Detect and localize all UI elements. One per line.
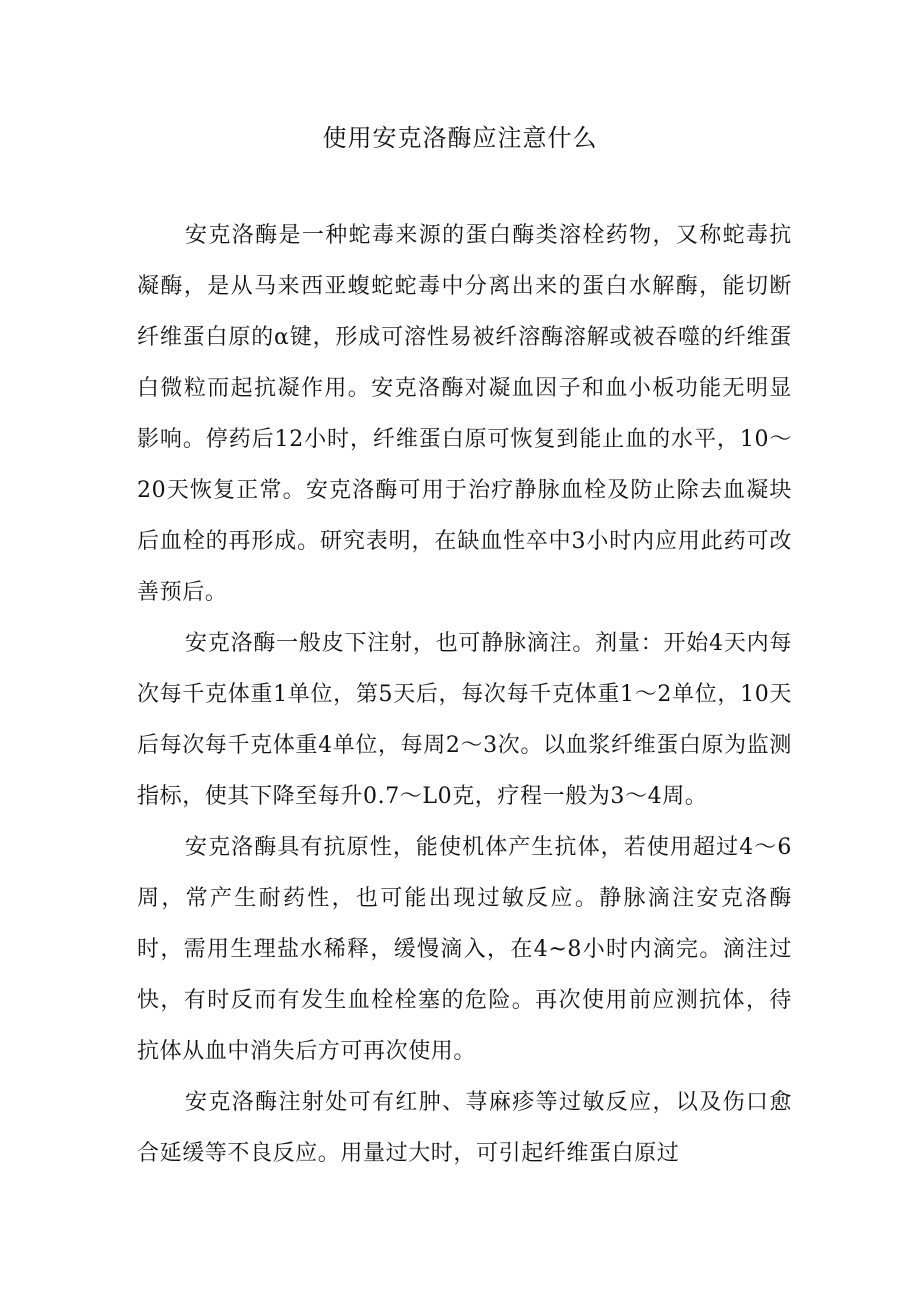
- paragraph-4: 安克洛酶注射处可有红肿、荨麻疹等过敏反应，以及伤口愈合延缓等不良反应。用量过大时，可引起纤维蛋白原过: [137, 1090, 792, 1166]
- paragraph-3: 安克洛酶具有抗原性，能使机体产生抗体，若使用超过4～6周，常产生耐药性，也可能出现过敏反应。静脉滴注安克洛酶时，需用生理盐水稀释，缓慢滴入，在4~8小时内滴完。滴注过快，有时反而有发生血栓栓塞的危险。再次使用前应测抗体，待抗体从血中消失后方可再次使用。: [137, 835, 792, 1064]
- paragraph-1: 安克洛酶是一种蛇毒来源的蛋白酶类溶栓药物，又称蛇毒抗凝酶，是从马来西亚蝮蛇蛇毒中分离出来的蛋白水解酶，能切断纤维蛋白原的α键，形成可溶性易被纤溶酶溶解或被吞噬的纤维蛋白微粒而起抗凝作用。安克洛酶对凝血因子和血小板功能无明显影响。停药后12小时，纤维蛋白原可恢复到能止血的水平，10～20天恢复正常。安克洛酶可用于治疗静脉血栓及防止除去血凝块后血栓的再形成。研究表明，在缺血性卒中3小时内应用此药可改善预后。: [137, 223, 792, 605]
- paragraph-2: 安克洛酶一般皮下注射，也可静脉滴注。剂量：开始4天内每次每千克体重1单位，第5天后，每次每千克体重1～2单位，10天后每次每千克体重4单位，每周2～3次。以血浆纤维蛋白原为监测指标，使其下降至每升0.7～L0克，疗程一般为3～4周。: [137, 631, 792, 809]
- document-title: 使用安克洛酶应注意什么: [322, 124, 598, 152]
- document-body: [137, 210, 792, 1179]
